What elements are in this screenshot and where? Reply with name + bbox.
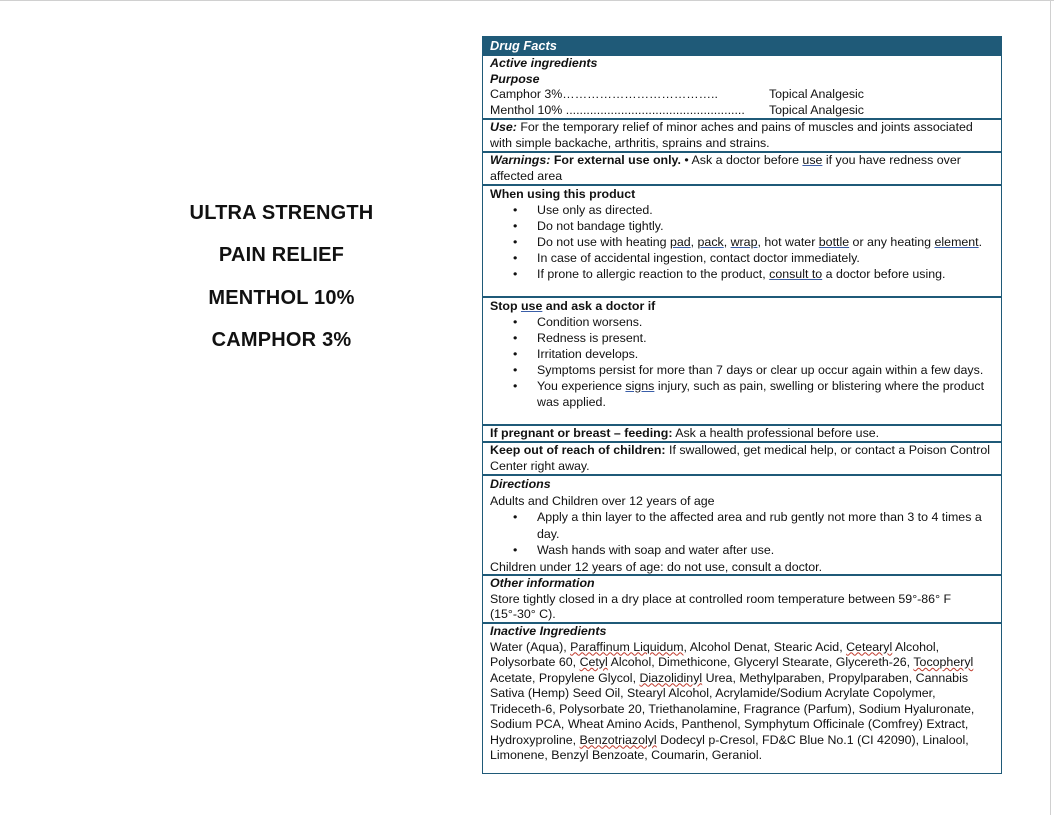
warnings-text-b: if you have redness over affected area [490,153,961,183]
list-item [537,330,994,346]
list-item-text: Irritation develops. [537,347,639,361]
inactive-text-part: Urea, Methylparaben, Propylparaben, Cannabis Sativa (Hemp) Seed Oil, Stearyl Alcohol, Acrylamide/Sodium Acrylate Copolymer, Trideceth-6, Polysorbate 20, Triethanolamine, Fragrance (Parfum), Sodium Hyaluronate, Sodium PCA, Wheat Amino Acids, Panthenol, Symphytum Officinale (Comfrey) Extract, Hydroxyproline, [490,670,975,747]
list-item-text: Do not use with heating [537,235,667,249]
when-using-list [490,202,994,282]
misspelled-word: Tocopheryl [913,655,974,669]
list-item [537,266,994,282]
directions-adults: Adults and Children over 12 years of age [490,493,715,508]
warnings-section [483,151,1001,184]
pack-word: pack [697,235,724,249]
children-label: Keep out of reach of children: [490,443,666,457]
bottle-word: bottle [818,235,850,249]
directions-children: Children under 12 years of age: do not use, consult a doctor. [490,559,823,574]
list-item-text: Do not bandage tightly. [537,219,664,233]
camphor-row [490,87,864,103]
list-item-text: Condition worsens. [537,315,643,329]
page-right-border [1050,0,1051,815]
children-section [483,441,1001,474]
camphor-purpose: Topical Analgesic [768,87,864,101]
active-ingredients-section [483,55,1001,118]
menthol-purpose: Topical Analgesic [768,102,864,117]
inactive-text [490,640,994,764]
stop-use-list [490,314,994,410]
ask-doctor-words: and ask a doctor if [545,299,656,313]
warnings-label: Warnings: [490,153,551,167]
signs-word: signs [625,379,655,393]
list-item-text: You experience [537,379,622,393]
element-word: element [934,235,979,249]
warnings-text-a: • Ask a doctor before [684,153,799,167]
stop-use-section [483,296,1001,424]
inactive-text-part: , Alcohol Denat, Stearic Acid, [683,639,843,654]
list-item [537,218,994,234]
list-item [537,202,994,218]
inactive-section [483,622,1001,764]
menthol-label: Menthol 10% .................................................... [490,102,745,117]
drug-facts-panel [482,36,1002,774]
active-ingredients-heading: Active ingredients [490,56,598,70]
misspelled-word: Benzotriazolyl [579,732,657,747]
list-item-text: Use only as directed. [537,203,653,217]
children-text: If swallowed, get medical help, or contact a Poison Control Center right away. [490,443,990,473]
list-item [537,378,994,410]
use-word: use [520,299,543,313]
misspelled-word: Paraffinum Liquidum [570,639,684,654]
camphor-label: Camphor 3%……………………………….. [490,87,718,101]
list-item [537,314,994,330]
pregnant-text: Ask a health professional before use. [675,426,880,440]
product-menthol: MENTHOL 10% [208,286,355,309]
inactive-text-part: Water (Aqua), [490,639,567,654]
list-item-text: Wash hands with soap and water after use. [537,543,775,557]
other-info-text: Store tightly closed in a dry place at controlled room temperature between 59°-86° F (15°-30° C). [490,591,952,621]
stop-use-heading [490,298,994,314]
directions-list [490,509,994,559]
page-top-border [0,0,1054,1]
use-label: Use: [490,120,517,134]
product-strength: ULTRA STRENGTH [189,202,374,224]
purpose-heading: Purpose [490,71,540,86]
product-title-block [150,198,413,368]
inactive-text-part: Alcohol, Polysorbate 60, [490,639,940,669]
list-item-text: Symptoms persist for more than 7 days or clear up occur again within a few days. [537,363,984,377]
pad-word: pad [669,235,691,249]
wrap-word: wrap [730,235,758,249]
list-item-text: or any heating [852,235,932,249]
when-using-heading: When using this product [490,187,636,201]
list-item: • Do not use with heating pad, pack, wrap, hot water bottle or any heating element. [537,234,994,250]
other-info-heading: Other information [490,576,595,590]
pregnant-section [483,424,1001,441]
misspelled-word: Cetearyl [846,639,893,654]
use-section [483,118,1001,151]
list-item [537,542,994,559]
use-text: For the temporary relief of minor aches and pains of muscles and joints associated with simple backache, arthritis, sprains and strains. [490,120,973,150]
list-item-text: Redness is present. [537,331,647,345]
list-item [537,362,994,378]
stop-word: Stop [490,299,518,313]
list-item-text: hot water [764,235,816,249]
misspelled-word: Diazolidinyl [639,670,703,685]
drug-facts-header: Drug Facts [483,37,1001,55]
inactive-heading: Inactive Ingredients [490,624,607,638]
warnings-use-link: use [802,153,823,167]
list-item-text: If prone to allergic reaction to the product, [537,267,766,281]
when-using-section [483,184,1001,296]
pregnant-label: If pregnant or breast – feeding: [490,426,673,440]
inactive-text-part: Acetate, Propylene Glycol, [490,670,637,685]
list-item-text: Apply a thin layer to the affected area and rub gently not more than 3 to 4 times a day. [537,510,982,541]
list-item [537,509,994,542]
warnings-external: For external use only. [553,153,681,167]
directions-section [483,474,1001,574]
product-camphor: CAMPHOR 3% [211,329,352,352]
other-info-section [483,574,1001,622]
list-item-text: injury, such as pain, swelling or blistering where the product was applied. [537,379,985,409]
misspelled-word: Cetyl [579,655,608,669]
menthol-row [490,103,864,119]
list-item [537,346,994,362]
list-item-text: a doctor before using. [825,267,946,281]
product-name: PAIN RELIEF [218,244,345,267]
inactive-text-part: Dodecyl p-Cresol, FD&C Blue No.1 (CI 42090), Linalool, Limonene, Benzyl Benzoate, Coumarin, Geraniol. [490,732,969,762]
consult-word: consult to [769,267,823,281]
directions-heading: Directions [490,477,551,491]
list-item-text: In case of accidental ingestion, contact doctor immediately. [537,251,860,265]
list-item [537,250,994,266]
inactive-text-part: Alcohol, Dimethicone, Glyceryl Stearate, Glycereth-26, [610,655,911,669]
